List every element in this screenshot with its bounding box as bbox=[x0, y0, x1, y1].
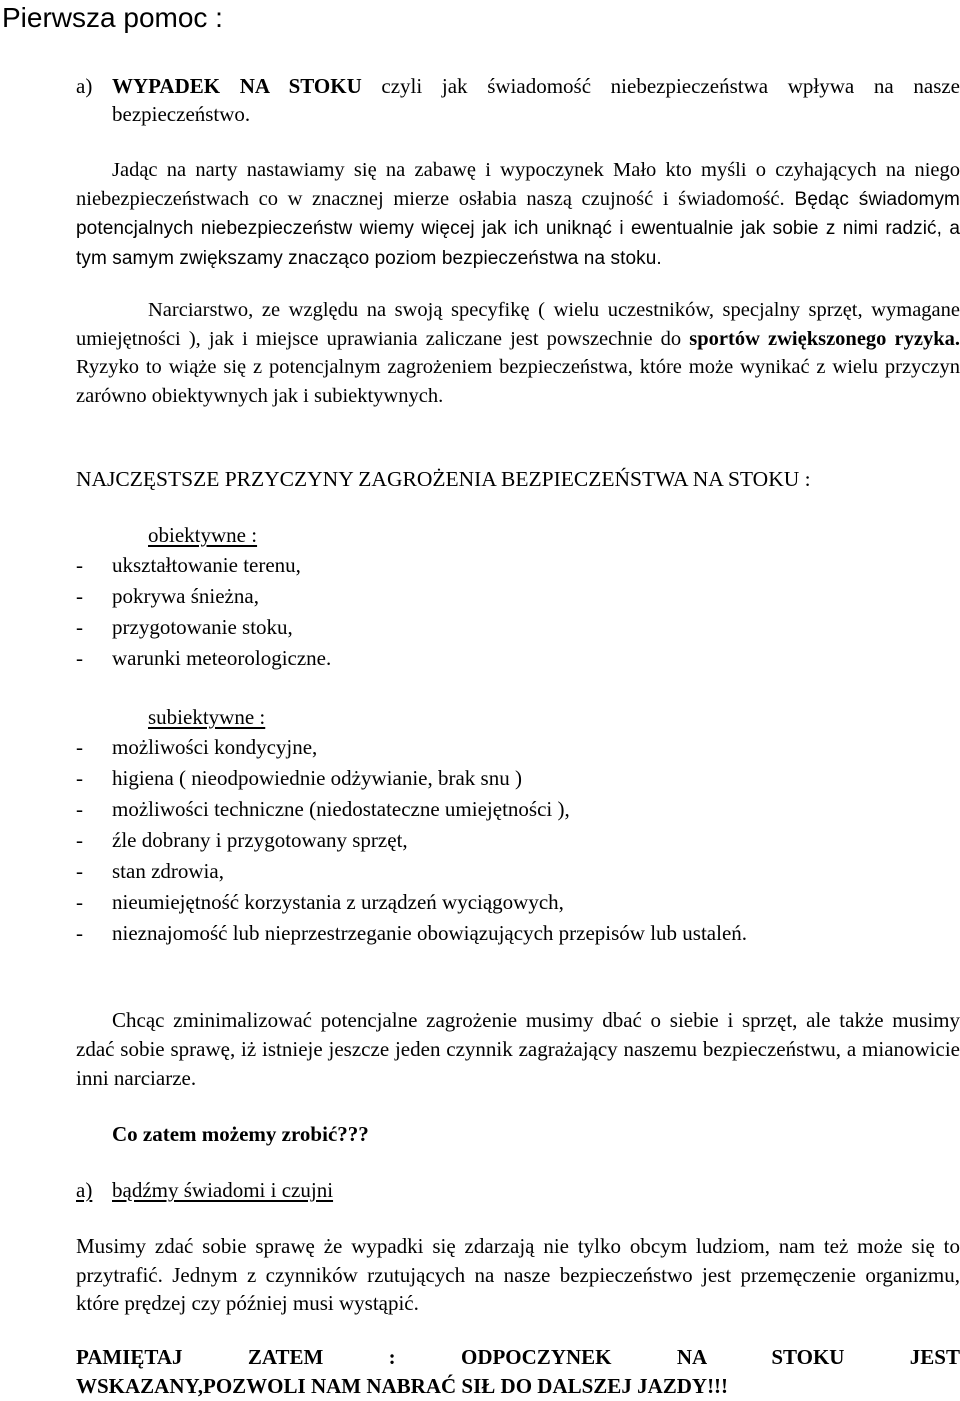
section-a-title-bold: WYPADEK NA STOKU bbox=[112, 74, 362, 98]
paragraph-skiing-risk-part1: Narciarstwo, ze względu na swoją specyfikę ( wielu uczestników, specjalny sprzęt, wymagane umiejętności ), jak i miejsce uprawiania zaliczane jest powszechnie do bbox=[76, 299, 960, 350]
list-item bbox=[76, 918, 936, 949]
subsection-a-text: bądźmy świadomi i czujni bbox=[112, 1178, 334, 1202]
list-dash: - bbox=[76, 646, 83, 670]
paragraph-skiing-risk-bold: sportów zwiększonego ryzyka. bbox=[689, 327, 960, 350]
list-item-text: nieznajomość lub nieprzestrzeganie obowiązujących przepisów lub ustaleń. bbox=[112, 921, 748, 945]
section-a-label: a) bbox=[76, 74, 93, 98]
list-dash: - bbox=[76, 615, 83, 639]
list-dash: - bbox=[76, 735, 83, 759]
list-item bbox=[76, 825, 936, 856]
list-item-text: stan zdrowia, bbox=[112, 859, 224, 883]
paragraph-fatigue: Musimy zdać sobie sprawę że wypadki się zdarzają nie tylko obcym ludziom, nam też może się to przytrafić. Jednym z czynników rzutujących na nasze bezpieczeństwo jest przemęczenie organizmu, które prędzej czy później musi wystąpić. bbox=[76, 1234, 960, 1315]
subsection-a-heading bbox=[76, 1175, 333, 1205]
list-item bbox=[76, 794, 936, 825]
list-item bbox=[76, 763, 936, 794]
objective-causes-list bbox=[76, 520, 936, 674]
page-title: Pierwsza pomoc : bbox=[2, 2, 223, 33]
paragraph-skiing-intro-serif: Jadąc na narty nastawiamy się na zabawę i wypoczynek Mało kto myśli o czyhających na niego niebezpieczeństwach co w znacznej mierze osłabia naszą czujność i świadomość. bbox=[76, 159, 960, 210]
list-item-text: pokrywa śnieżna, bbox=[112, 584, 259, 608]
section-a-title-rest: czyli jak świadomość niebezpieczeństwa wpływa na nasze bezpieczeństwo. bbox=[112, 74, 960, 126]
list-item-text: higiena ( nieodpowiednie odżywianie, brak snu ) bbox=[112, 766, 522, 790]
list-dash: - bbox=[76, 797, 83, 821]
list-dash: - bbox=[76, 584, 83, 608]
section-a-text bbox=[112, 72, 960, 128]
list-dash: - bbox=[76, 890, 83, 914]
paragraph-other-skiers-text: Chcąc zminimalizować potencjalne zagrożenie musimy dbać o siebie i sprzęt, ale także musimy zdać sobie sprawę, iż istnieje jeszcze jeden czynnik zagrażający naszemu bezpieczeństwu, a mianowicie inni narciarze. bbox=[76, 1008, 960, 1090]
causes-heading: NAJCZĘSTSZE PRZYCZYNY ZAGROŻENIA BEZPIECZEŃSTWA NA STOKU : bbox=[76, 467, 811, 491]
list-dash: - bbox=[76, 828, 83, 852]
what-to-do-heading: Co zatem możemy zrobić??? bbox=[112, 1122, 369, 1146]
list-item bbox=[76, 732, 936, 763]
list-dash: - bbox=[76, 766, 83, 790]
remember-note bbox=[76, 1343, 960, 1401]
objective-causes-heading: obiektywne : bbox=[148, 523, 258, 547]
list-item-text: nieumiejętność korzystania z urządzeń wyciągowych, bbox=[112, 890, 564, 914]
list-item bbox=[76, 643, 936, 674]
subsection-a-label: a) bbox=[76, 1178, 93, 1202]
list-dash: - bbox=[76, 553, 83, 577]
list-item bbox=[76, 887, 936, 918]
list-dash: - bbox=[76, 921, 83, 945]
list-item bbox=[76, 612, 936, 643]
list-item bbox=[76, 550, 936, 581]
paragraph-skiing-risk bbox=[76, 296, 960, 410]
list-item-text: możliwości kondycyjne, bbox=[112, 735, 318, 759]
subjective-causes-list bbox=[76, 702, 936, 949]
remember-note-line2: WSKAZANY,POZWOLI NAM NABRAĆ SIŁ DO DALSZEJ JAZDY!!! bbox=[76, 1374, 729, 1398]
paragraph-skiing-risk-part2: Ryzyko to wiąże się z potencjalnym zagrożeniem bezpieczeństwa, które może wynikać z wielu przyczyn zarówno obiektywnych jak i subiektywnych. bbox=[76, 356, 960, 407]
list-item-text: źle dobrany i przygotowany sprzęt, bbox=[112, 828, 408, 852]
list-item-text: ukształtowanie terenu, bbox=[112, 553, 301, 577]
section-a-heading bbox=[76, 72, 960, 128]
list-item-text: możliwości techniczne (niedostateczne umiejętności ), bbox=[112, 797, 570, 821]
paragraph-skiing-intro bbox=[76, 156, 960, 273]
remember-note-line1: PAMIĘTAJ ZATEM : ODPOCZYNEK NA STOKU JEST bbox=[76, 1345, 960, 1369]
paragraph-other-skiers bbox=[76, 1006, 960, 1093]
list-dash: - bbox=[76, 859, 83, 883]
list-item-text: przygotowanie stoku, bbox=[112, 615, 293, 639]
list-item bbox=[76, 581, 936, 612]
subjective-causes-heading: subiektywne : bbox=[148, 705, 266, 729]
paragraph-skiing-intro-sans: Będąc świadomym potencjalnych niebezpieczeństw wiemy więcej jak ich uniknąć i ewentualnie jak sobie z nimi radzić, a tym samym zwiększamy znacząco poziom bezpieczeństwa na stoku. bbox=[76, 188, 960, 269]
list-item-text: warunki meteorologiczne. bbox=[112, 646, 332, 670]
list-item bbox=[76, 856, 936, 887]
